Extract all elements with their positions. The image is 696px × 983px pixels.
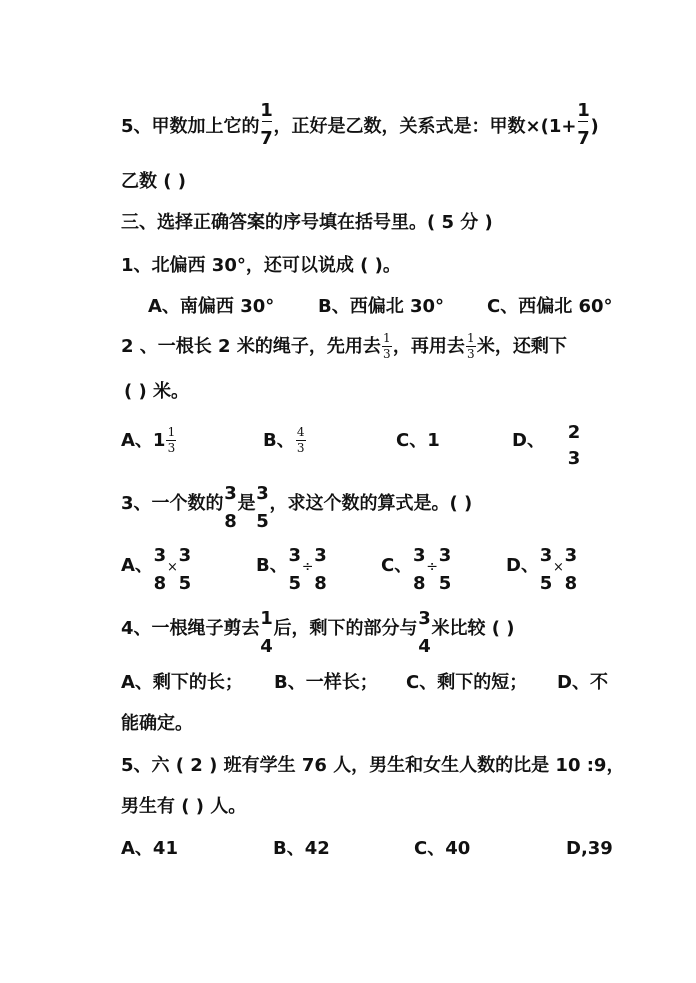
question-3-stem-b: 是 [237,493,256,514]
times-sign: × [552,560,564,575]
question-2-option-c: C、1 [396,430,440,451]
question-3-option-c [381,545,452,594]
question-1-option-a: A、南偏西 30° [148,296,275,317]
question-2-stem-b: ，再用去 [392,336,465,357]
fraction-one-third: 1 3 [381,336,393,358]
question-3-option-b-label: B、 [256,555,288,576]
fraction-c-1: 3 8 [412,545,426,594]
question-2-option-b-label: B、 [263,430,295,451]
question-3-option-a [121,545,192,594]
fraction-a-2: 3 5 [178,545,192,594]
question-3-option-c-label: C、 [381,555,413,576]
fraction-one-quarter: 1 4 [260,608,273,657]
question-3-option-d-label: D、 [506,555,539,576]
question-2-stem [121,331,567,361]
fraction-one-third-2: 1 3 [465,336,477,358]
question-2-stem-c: 米，还剩下 [476,336,567,357]
fraction-b-1: 3 5 [288,545,301,594]
question-4-option-b: B、一样长； [274,672,378,693]
question-4-stem-c: 米比较 ( ) [431,618,515,639]
problem-5-text-b: ，正好是乙数，关系式是：甲数× [273,116,541,137]
question-2-line-2: ( ) 米。 [124,381,189,402]
question-5-stem: 5、六 ( 2 ) 班有学生 76 人，男生和女生人数的比是 10 :9， [121,755,625,776]
question-3-stem-a: 3、一个数的 [121,493,224,514]
question-1-stem: 1、北偏西 30°，还可以说成 ( )。 [121,255,401,276]
question-2-option-a-label: A、1 [121,430,166,451]
question-3-stem-c: ，求这个数的算式是。( ) [269,493,473,514]
question-2-option-b [263,425,307,455]
fraction-one-seventh-2: 1 7 [577,100,590,149]
question-3-option-a-label: A、 [121,555,153,576]
problem-5-line-1 [121,100,599,149]
question-1-option-b: B、西偏北 30° [318,296,445,317]
problem-5-paren-close: ) [590,116,599,137]
fraction-b-2: 3 8 [314,545,327,594]
problem-5-line-2: 乙数 ( ) [121,171,186,192]
fraction-c-2: 3 5 [438,545,452,594]
question-1-option-c: C、西偏北 60° [487,296,613,317]
question-4-option-a: A、剩下的长； [121,672,243,693]
question-5-option-a: A、41 [121,838,178,859]
fraction-four-thirds: 4 3 [295,430,307,452]
question-5-line-2: 男生有 ( ) 人。 [121,796,247,817]
fraction-mixed-one-third: 1 3 [165,430,177,452]
question-5-option-d: D,39 [566,838,613,859]
question-3-option-b [256,545,327,594]
question-4-option-d-cont: 能确定。 [121,713,193,734]
fraction-d-1: 3 5 [539,545,553,594]
question-2-option-a [121,425,177,455]
question-5-option-c: C、40 [414,838,471,859]
question-4-stem-b: 后，剩下的部分与 [273,618,418,639]
question-2-stem-a: 2 、一根长 2 米的绳子，先用去 [121,336,381,357]
question-4-option-c: C、剩下的短； [406,672,528,693]
question-4-stem [121,608,515,657]
fraction-one-seventh: 1 7 [260,100,273,149]
fraction-three-eighths: 3 8 [224,483,237,532]
question-3-option-d [506,545,578,594]
section-3-heading: 三、选择正确答案的序号填在括号里。( 5 分 ) [121,212,493,233]
question-2-option-d-label: D、 [512,430,545,451]
problem-5-paren-open: (1+ [540,116,577,137]
fraction-a-1: 3 8 [153,545,167,594]
fraction-d-2: 3 8 [564,545,578,594]
question-4-stem-a: 4、一根绳子剪去 [121,618,260,639]
divide-sign: ÷ [426,559,438,575]
fraction-two-thirds: 2 3 [567,422,581,469]
question-4-option-d: D、不 [557,672,608,693]
question-3-stem [121,483,473,532]
fraction-three-fifths: 3 5 [256,483,269,532]
question-5-option-b: B、42 [273,838,330,859]
problem-5-text-a: 5、甲数加上它的 [121,116,260,137]
divide-sign: ÷ [301,559,314,575]
question-2-option-d [512,422,581,469]
times-sign: × [166,560,178,575]
fraction-three-quarters: 3 4 [418,608,431,657]
